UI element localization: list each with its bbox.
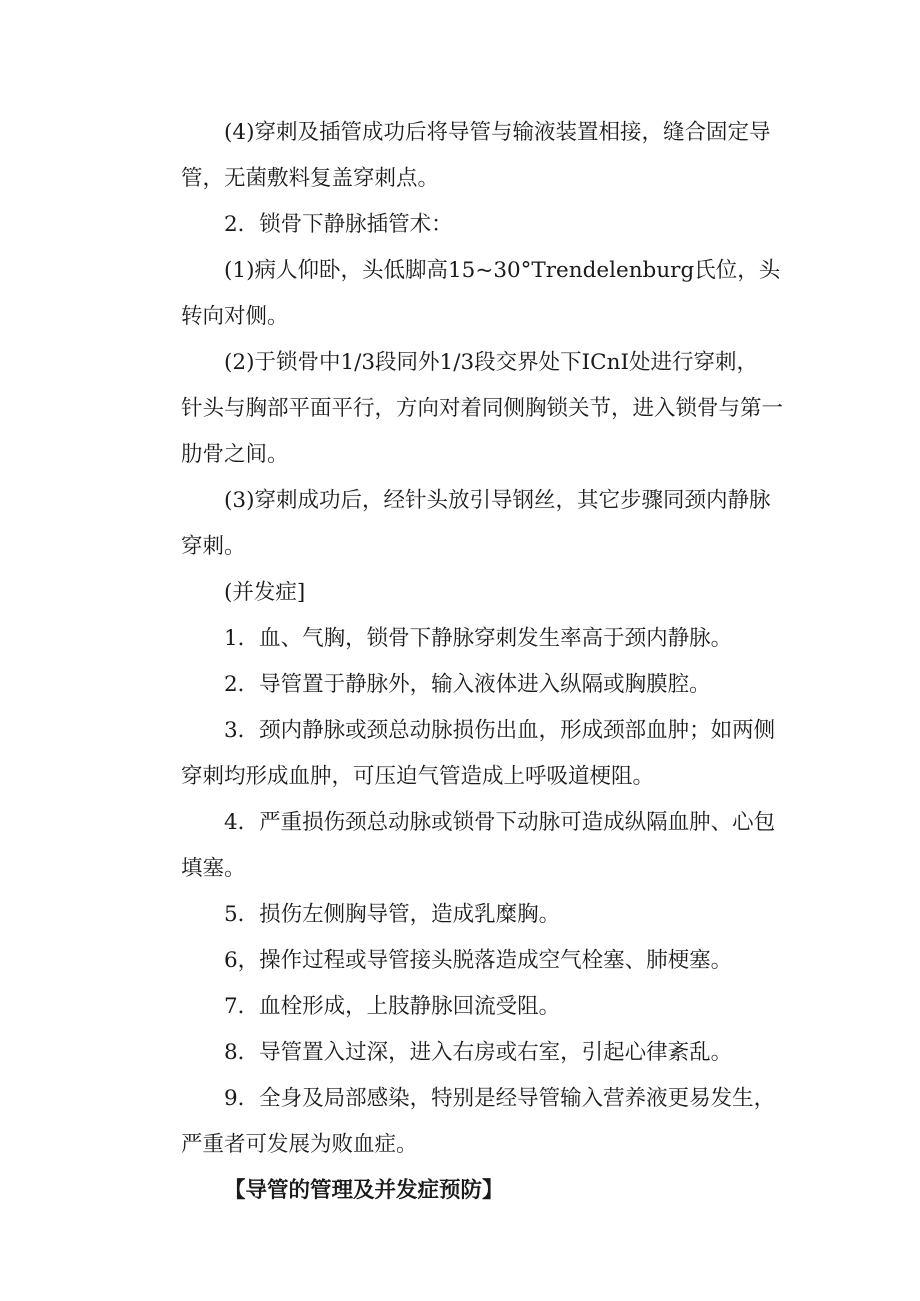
text-line: 填塞。	[181, 856, 246, 881]
text-line: 1．血、气胸，锁骨下静脉穿刺发生率高于颈内静脉。	[224, 626, 733, 651]
complication-item-5	[138, 892, 788, 938]
text-line: (4)穿刺及插管成功后将导管与输液装置相接，缝合固定导	[224, 120, 771, 145]
text-line: 肋骨之间。	[181, 442, 289, 467]
text-line: 2．锁骨下静脉插管术：	[224, 212, 453, 237]
text-line: 穿刺均形成血肿，可压迫气管造成上呼吸道梗阻。	[181, 764, 655, 789]
text-line: 2．导管置于静脉外，输入液体进入纵隔或胸膜腔。	[224, 672, 711, 697]
text-line: 穿刺。	[181, 534, 246, 559]
text-line: 4．严重损伤颈总动脉或锁骨下动脉可造成纵隔血肿、心包	[224, 810, 776, 835]
text-line: 严重者可发展为败血症。	[181, 1132, 418, 1157]
text-line: 3．颈内静脉或颈总动脉损伤出血，形成颈部血肿；如两侧	[224, 718, 776, 743]
complication-item-1	[138, 616, 788, 662]
complication-item-9	[138, 1076, 788, 1168]
text-line: (3)穿刺成功后，经针头放引导钢丝，其它步骤同颈内静脉	[224, 488, 771, 513]
complication-item-4	[138, 800, 788, 892]
text-line: (并发症]	[224, 580, 306, 605]
text-line: 【导管的管理及并发症预防】	[224, 1178, 504, 1203]
text-line: 5．损伤左侧胸导管，造成乳糜胸。	[224, 902, 561, 927]
text-line: (2)于锁骨中1/3段同外1/3段交界处下ICnI处进行穿刺，	[224, 350, 758, 375]
paragraph-step-1	[138, 248, 788, 340]
complication-item-7	[138, 984, 788, 1030]
complication-item-6	[138, 938, 788, 984]
text-line: 针头与胸部平面平行，方向对着同侧胸锁关节，进入锁骨与第一	[181, 396, 784, 421]
complication-item-3	[138, 708, 788, 800]
heading-subclavian-cannulation	[138, 202, 788, 248]
text-line: 管，无菌敷料复盖穿刺点。	[181, 166, 440, 191]
heading-complications	[138, 570, 788, 616]
section-heading-catheter-management	[138, 1168, 788, 1214]
complication-item-8	[138, 1030, 788, 1076]
text-line: 7．血栓形成，上肢静脉回流受阻。	[224, 994, 561, 1019]
document-body	[138, 110, 788, 1214]
text-line: (1)病人仰卧，头低脚高15~30°Trendelenburg氏位，头	[224, 258, 781, 283]
text-line: 8．导管置入过深，进入右房或右室，引起心律紊乱。	[224, 1040, 733, 1065]
paragraph-step-2	[138, 340, 788, 478]
text-line: 转向对侧。	[181, 304, 289, 329]
paragraph-step-4	[138, 110, 788, 202]
complication-item-2	[138, 662, 788, 708]
paragraph-step-3	[138, 478, 788, 570]
text-line: 6，操作过程或导管接头脱落造成空气栓塞、肺梗塞。	[224, 948, 733, 973]
text-line: 9．全身及局部感染，特别是经导管输入营养液更易发生，	[224, 1086, 776, 1111]
